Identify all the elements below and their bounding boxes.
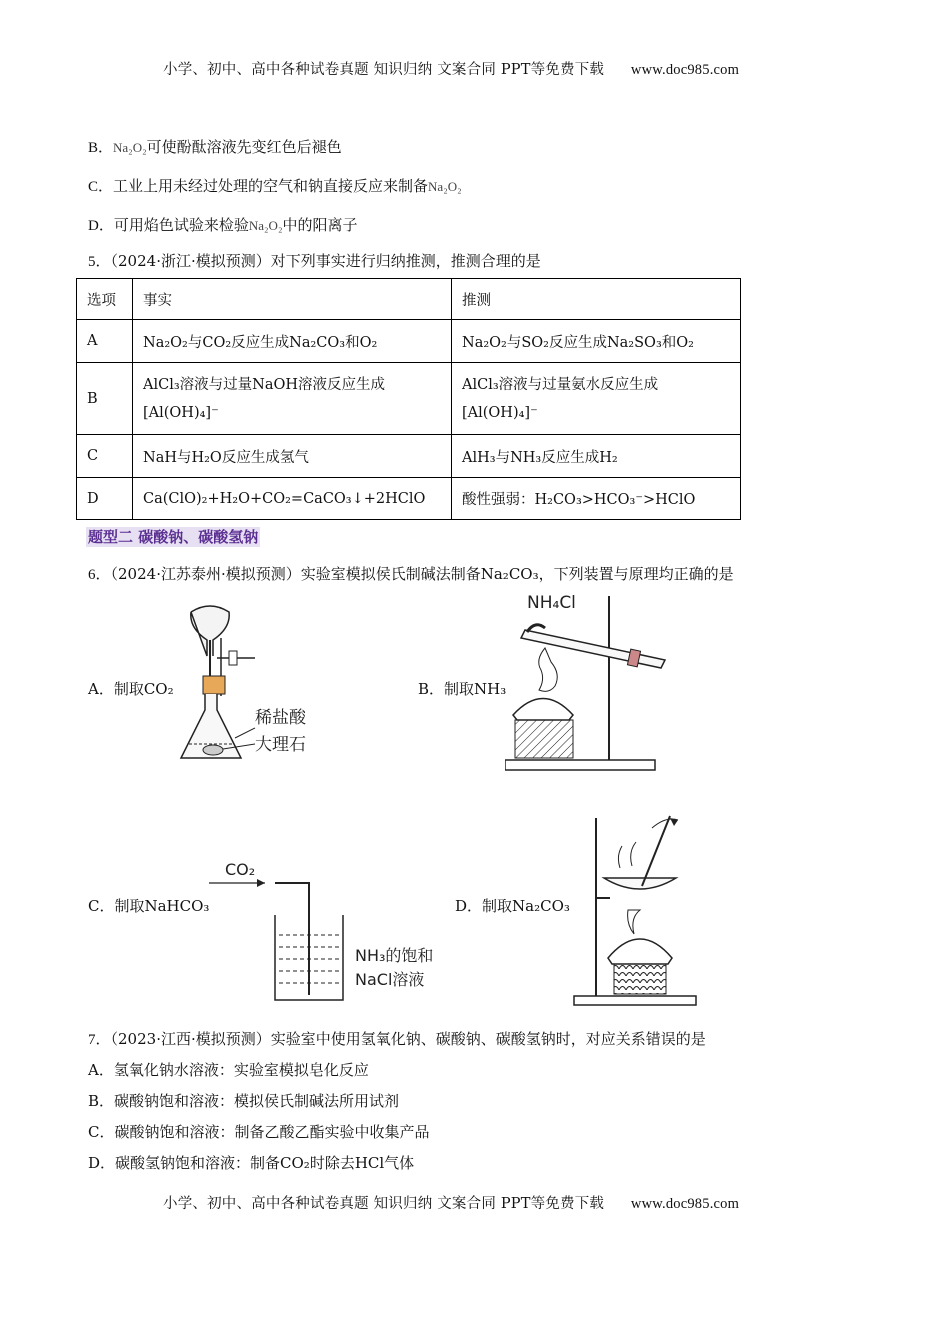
- apparatus-d-na2co3-heating: [570, 808, 700, 1008]
- apparatus-b-nh3-heating: [505, 590, 685, 775]
- q5-stem: 5．（2024·浙江·模拟预测）对下列事实进行归纳推测，推测合理的是: [88, 252, 541, 270]
- table-cell-fact: NaH与H₂O反应生成氢气: [133, 435, 452, 478]
- label-nacl-solution: NaCl溶液: [355, 970, 425, 989]
- apparatus-c-nahco3: [205, 855, 465, 1005]
- header-site-link[interactable]: www.doc985.com: [630, 62, 740, 78]
- q6-option-d-label: D．制取Na₂CO₃: [455, 897, 570, 915]
- table-cell-option: D: [77, 478, 133, 520]
- page-header: [163, 58, 739, 79]
- q7-option-d: D．碳酸氢钠饱和溶液：制备CO₂时除去HCl气体: [88, 1154, 415, 1172]
- table-row: [77, 478, 741, 520]
- label-marble: 大理石: [255, 735, 306, 755]
- footer-site-link[interactable]: www.doc985.com: [630, 1196, 740, 1212]
- label-nh3-saturated: NH₃的饱和: [355, 946, 434, 965]
- table-row: [77, 435, 741, 478]
- q7-stem: 7．（2023·江西·模拟预测）实验室中使用氢氧化钠、碳酸钠、碳酸氢钠时，对应关系错误的是: [88, 1030, 706, 1048]
- q4-option-c: C．工业上用未经过处理的空气和钠直接反应来制备Na₂O₂: [88, 177, 462, 195]
- table-header-cell: 事实: [133, 279, 452, 320]
- header-text: 小学、初中、高中各种试卷真题 知识归纳 文案合同 PPT等免费下载: [163, 62, 605, 78]
- formula-na2o2: Na₂O₂: [113, 140, 147, 155]
- table-cell-guess: 酸性强弱：H₂CO₃>HCO₃⁻>HClO: [452, 478, 741, 520]
- table-cell-guess: AlH₃与NH₃反应生成H₂: [452, 435, 741, 478]
- label-co2: CO₂: [225, 860, 256, 879]
- table-header-row: [77, 279, 741, 320]
- table-cell-fact: AlCl₃溶液与过量NaOH溶液反应生成 [Al(OH)₄]⁻: [133, 363, 452, 435]
- q5-table: [76, 278, 741, 520]
- table-cell-guess: AlCl₃溶液与过量氨水反应生成 [Al(OH)₄]⁻: [452, 363, 741, 435]
- formula-na2o2: Na₂O₂: [248, 218, 283, 233]
- table-cell-fact: Ca(ClO)₂+H₂O+CO₂=CaCO₃↓+2HClO: [133, 478, 452, 520]
- q6-option-a-label: A．制取CO₂: [88, 680, 174, 698]
- page-footer: [163, 1192, 739, 1213]
- label-dilute-hcl: 稀盐酸: [255, 708, 306, 728]
- table-cell-option: B: [77, 363, 133, 435]
- q7-option-c: C．碳酸钠饱和溶液：制备乙酸乙酯实验中收集产品: [88, 1123, 430, 1141]
- q6-option-c-label: C．制取NaHCO₃: [88, 897, 210, 915]
- q4-option-b: B．Na₂O₂可使酚酞溶液先变红色后褪色: [88, 138, 342, 156]
- table-header-cell: 推测: [452, 279, 741, 320]
- q4-option-d: D．可用焰色试验来检验Na₂O₂中的阳离子: [88, 216, 358, 234]
- table-cell-guess: Na₂O₂与SO₂反应生成Na₂SO₃和O₂: [452, 320, 741, 363]
- table-cell-option: C: [77, 435, 133, 478]
- q6-stem: 6．（2024·江苏泰州·模拟预测）实验室模拟侯氏制碱法制备Na₂CO₃，下列装置与原理均正确的是: [88, 565, 734, 583]
- q7-option-b: B．碳酸钠饱和溶液：模拟侯氏制碱法所用试剂: [88, 1092, 400, 1110]
- table-row: [77, 320, 741, 363]
- apparatus-a-co2-generator: [175, 598, 315, 773]
- formula-na2o2: Na₂O₂: [428, 179, 462, 194]
- q6-option-b-label: B．制取NH₃: [418, 680, 507, 698]
- table-row: [77, 363, 741, 435]
- table-cell-option: A: [77, 320, 133, 363]
- table-cell-fact: Na₂O₂与CO₂反应生成Na₂CO₃和O₂: [133, 320, 452, 363]
- q7-option-a: A．氢氧化钠水溶液：实验室模拟皂化反应: [88, 1061, 369, 1079]
- section-title: 题型二 碳酸钠、碳酸氢钠: [88, 528, 259, 546]
- footer-text: 小学、初中、高中各种试卷真题 知识归纳 文案合同 PPT等免费下载: [163, 1196, 605, 1212]
- table-header-cell: 选项: [77, 279, 133, 320]
- label-nh4cl: NH₄Cl: [527, 593, 576, 613]
